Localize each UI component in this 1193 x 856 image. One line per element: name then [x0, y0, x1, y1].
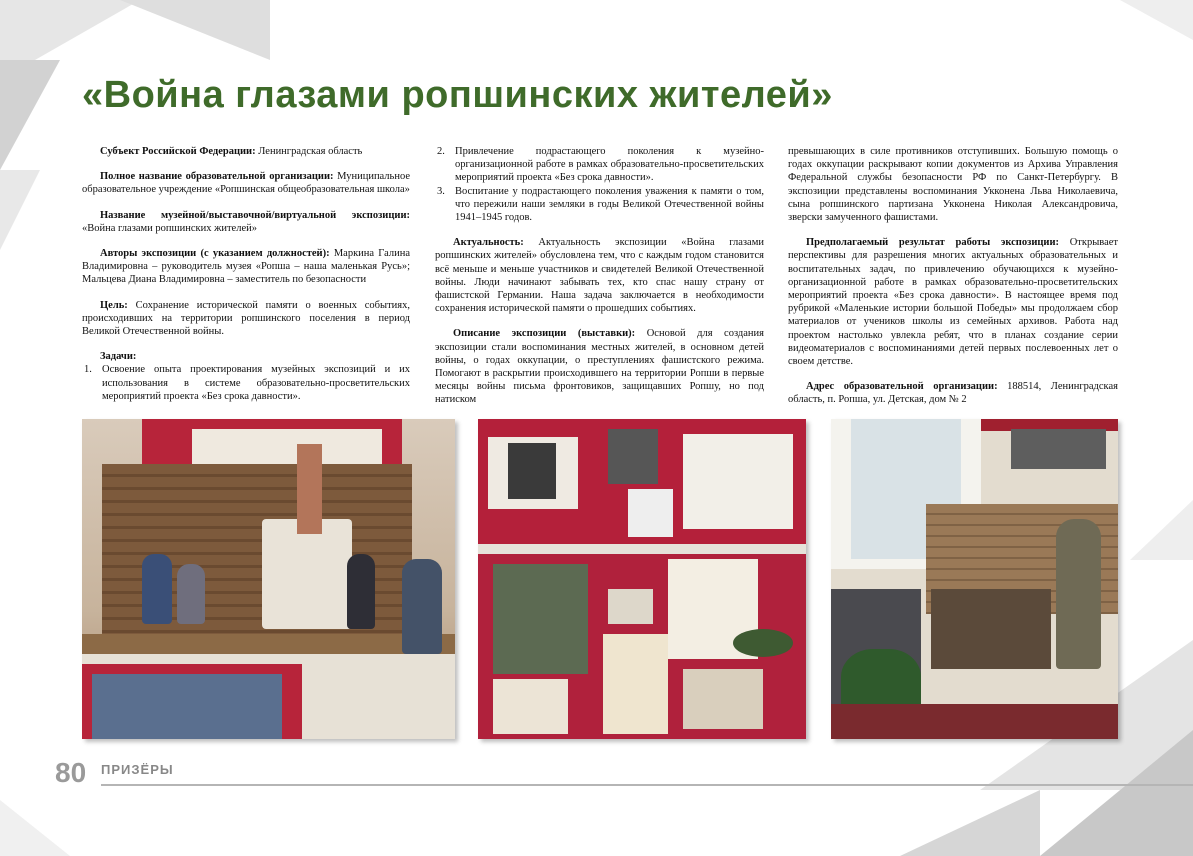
photo-display-case [478, 419, 806, 739]
tasks-list-continued [435, 145, 764, 224]
goal-paragraph: Цель: Сохранение исторической памяти о военных событиях, происходивших на территории ропшинского поселения в период Великой Отечественной войны. [82, 299, 410, 338]
section-label: ПРИЗЁРЫ [101, 762, 174, 777]
text-column-2 [435, 145, 764, 419]
tasks-heading: Задачи: [100, 351, 137, 363]
page-number: 80 [55, 757, 87, 788]
text-column-1 [82, 145, 410, 415]
authors-paragraph: Авторы экспозиции (с указанием должностей): Маркина Галина Владимировна – руководитель музея «Ропша – наша маленькая Русь»; Мальцева Диана Владимировна – заместитель по безопасности [82, 248, 410, 286]
photo-diorama [82, 419, 455, 739]
description-paragraph: Описание экспозиции (выставки): Основой для создания экспозиции стали воспоминания местных жителей, в основном детей войны, о годах оккупации, о преступлениях фашистского режима. Помогают в раскрытии происходившего на территории Ропши в первые месяцы войны письма фронтовиков, защищавших Ропшу, но под натиском [435, 328, 764, 406]
text-column-3 [788, 145, 1118, 419]
list-item: 3. Воспитание у подрастающего поколения уважения к памяти о том, что пережили наши земляки в годы Великой Отечественной войны 1941–1945 годов. [437, 185, 764, 224]
photo-museum-room [831, 419, 1118, 739]
subject-paragraph: Субъект Российской Федерации: Ленинградская область [100, 146, 363, 157]
description-continued: превышающих в силе противников отступивших. Большую помощь о годах оккупации раскрывают копии документов из Архива Управления Федеральной службы безопасности РФ по Санкт-Петербургу. В экспозиции представлены воспоминания Укконена Льва Николаевича, сына ропшинского партизана Укконена Николая Александровича, зверски замученного фашистами. [788, 146, 1118, 224]
list-item: 2. Привлечение подрастающего поколения к музейно-организационной работе в рамках образовательно-просветительских мероприятий проекта «Без срока давности». [437, 146, 764, 184]
list-item: 1. Освоение опыта проектирования музейных экспозиций и их использования в системе образовательно-просветительских мероприятий проекта «Без срока давности». [84, 364, 410, 402]
result-paragraph: Предполагаемый результат работы экспозиции: Открывает перспективы для разрешения многих актуальных образовательных и воспитательных задач, по привлечению обучающихся к музейно-организационной работе в рамках образовательно-просветительских мероприятий проекта «Без срока давности». В настоящее время под рубрикой «Маленькие истории большой Победы» мы продолжаем сбор материалов от учеников школы из семейных архивов. Работа над проектом настолько увлекла ребят, что в планах создание серии видеоматериалов с воспоминаниями детей первых послевоенных лет о своем детстве. [788, 237, 1118, 368]
relevance-paragraph: Актуальность: Актуальность экспозиции «Война глазами ропшинских жителей» обусловлена тем, что с каждым годом становится всё меньше и меньше участников и свидетелей Великой Отечественной войны. Люди начинают забывать тех, кто спас нашу страну от фашистской Германии. Наша задача заключается в необходимости сохранения исторической памяти о прошедших событиях. [435, 237, 764, 315]
address-paragraph: Адрес образовательной организации: 188514, Ленинградская область, п. Ропша, ул. Детская, дом № 2 [788, 381, 1118, 406]
exposition-name-paragraph: Название музейной/выставочной/виртуальной экспозиции: «Война глазами ропшинских жителей» [82, 209, 410, 234]
page-title: «Война глазами ропшинских жителей» [82, 74, 833, 116]
organization-paragraph: Полное название образовательной организации: Муниципальное образовательное учреждение «Ропшинская общеобразовательная школа» [82, 171, 410, 196]
footer-divider [101, 784, 1193, 786]
tasks-list [82, 363, 410, 403]
